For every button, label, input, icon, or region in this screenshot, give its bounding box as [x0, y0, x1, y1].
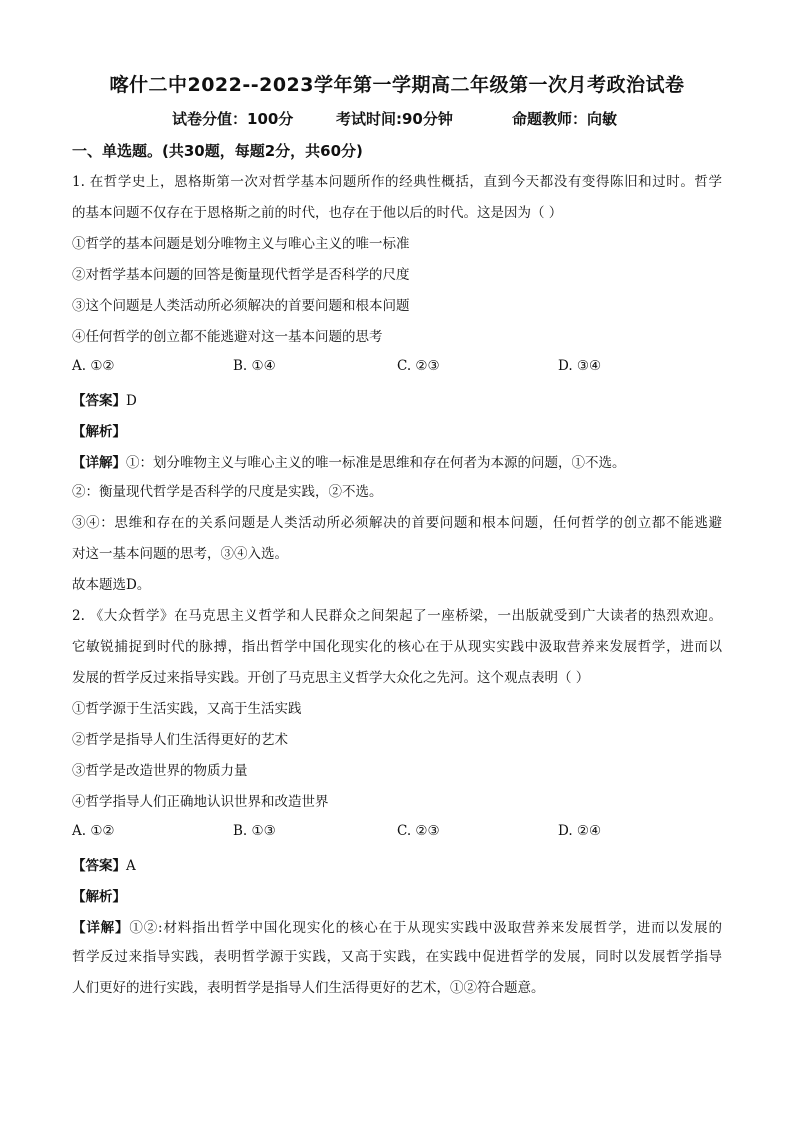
score-info: 试卷分值：100分 [172, 110, 294, 128]
q1-option-b: B. ①④ [233, 358, 276, 374]
q1-option-c: C. ②③ [397, 358, 440, 374]
q2-detail-3: 人们更好的进行实践，表明哲学是指导人们生活得更好的艺术，①②符合题意。 [72, 980, 545, 996]
q2-detail-tag: 【详解】 [72, 920, 130, 936]
q1-detail-tag: 【详解】 [72, 455, 126, 471]
q2-detail-2: 哲学反过来指导实践，表明哲学源于实践，又高于实践，在实践中促进哲学的发展，同时以发展哲学指导 [72, 949, 722, 965]
q1-answer-tag: 【答案】 [72, 393, 126, 409]
q2-statement-1: ①哲学源于生活实践，又高于生活实践 [72, 701, 302, 717]
q1-statement-4: ④任何哲学的创立都不能逃避对这一基本问题的思考 [72, 329, 383, 345]
q2-option-a: A. ①② [72, 823, 115, 839]
q1-detail-4: 对这一基本问题的思考，③④入选。 [72, 546, 288, 562]
exam-info [0, 108, 794, 130]
q1-answer-value: D [126, 393, 137, 409]
q2-option-d: D. ②④ [558, 823, 602, 839]
teacher-info: 命题教师：向敏 [512, 110, 618, 128]
q2-analysis-tag: 【解析】 [72, 889, 126, 905]
q2-stem-line-1: 2. 《大众哲学》在马克思主义哲学和人民群众之间架起了一座桥梁，一出版就受到广大读者的热烈欢迎。 [72, 608, 722, 624]
q1-option-a: A. ①② [72, 358, 115, 374]
q1-conclusion: 故本题选D。 [72, 577, 151, 593]
q1-stem-line-1: 1. 在哲学史上，恩格斯第一次对哲学基本问题所作的经典性概括，直到今天都没有变得陈旧和过时。哲学 [72, 174, 722, 190]
q2-detail-1: 【详解】①②:材料指出哲学中国化现实化的核心在于从现实实践中汲取营养来发展哲学，进而以发展的 [72, 920, 722, 936]
q2-answer-value: A [126, 858, 136, 874]
q2-option-c: C. ②③ [397, 823, 440, 839]
time-info: 考试时间:90分钟 [336, 110, 453, 128]
q1-detail-1: 【详解】①：划分唯物主义与唯心主义的唯一标准是思维和存在何者为本源的问题，①不选。 [72, 455, 626, 471]
q1-statement-2: ②对哲学基本问题的回答是衡量现代哲学是否科学的尺度 [72, 267, 410, 283]
q1-statement-1: ①哲学的基本问题是划分唯物主义与唯心主义的唯一标准 [72, 236, 410, 252]
q2-statement-4: ④哲学指导人们正确地认识世界和改造世界 [72, 794, 329, 810]
q2-stem-line-3: 发展的哲学反过来指导实践。开创了马克思主义哲学大众化之先河。这个观点表明（ ） [72, 670, 590, 686]
q1-option-d: D. ③④ [558, 358, 602, 374]
q1-analysis-tag: 【解析】 [72, 424, 126, 440]
q2-option-b: B. ①③ [233, 823, 276, 839]
q1-answer [72, 389, 137, 409]
q2-answer [72, 854, 136, 874]
q2-stem-line-2: 它敏锐捕捉到时代的脉搏，指出哲学中国化现实化的核心在于从现实实践中汲取营养来发展哲学，进而以 [72, 639, 722, 655]
q1-detail-3: ③④：思维和存在的关系问题是人类活动所必须解决的首要问题和根本问题，任何哲学的创立都不能逃避 [72, 515, 722, 531]
q2-answer-tag: 【答案】 [72, 858, 126, 874]
q1-detail-2: ②：衡量现代哲学是否科学的尺度是实践，②不选。 [72, 484, 383, 500]
q2-statement-3: ③哲学是改造世界的物质力量 [72, 763, 248, 779]
q1-statement-3: ③这个问题是人类活动所必须解决的首要问题和根本问题 [72, 298, 410, 314]
section-title: 一、单选题。(共30题，每题2分，共60分) [72, 142, 363, 160]
q1-stem-line-2: 的基本问题不仅存在于恩格斯之前的时代，也存在于他以后的时代。这是因为（ ） [72, 205, 563, 221]
page-title: 喀什二中2022--2023学年第一学期高二年级第一次月考政治试卷 [109, 74, 685, 96]
q2-statement-2: ②哲学是指导人们生活得更好的艺术 [72, 732, 288, 748]
